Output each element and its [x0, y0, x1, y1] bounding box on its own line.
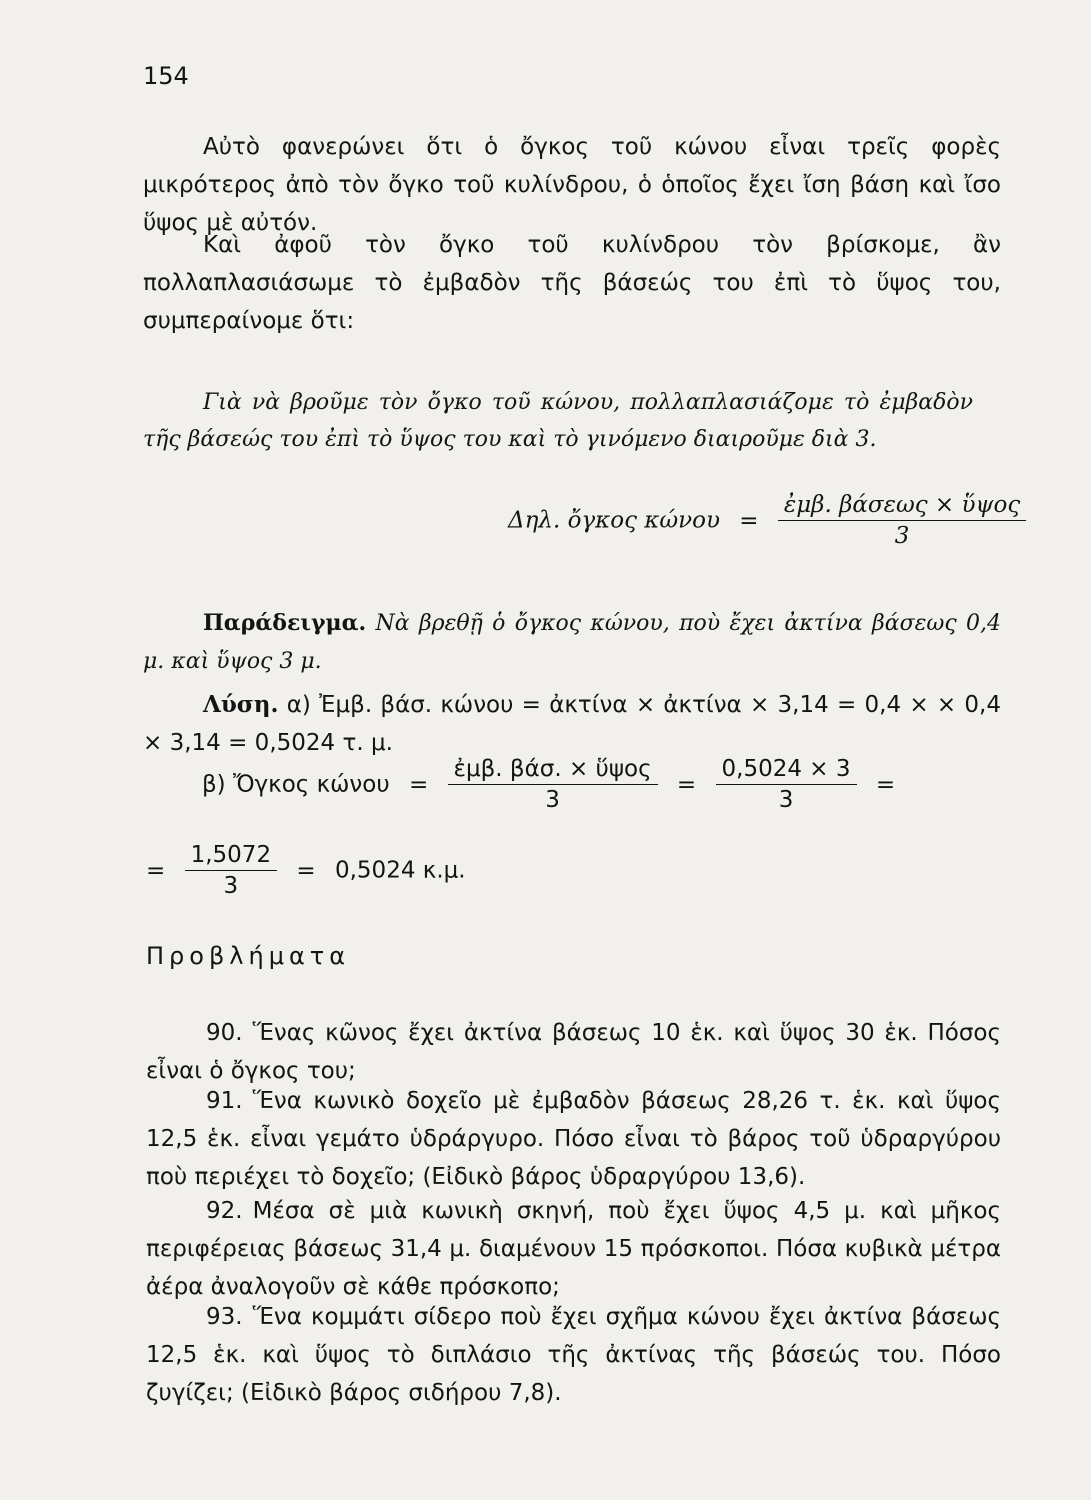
- fraction-product: [185, 842, 277, 899]
- equals-sign: =: [676, 771, 697, 798]
- formula-denominator: 3: [894, 523, 910, 549]
- equals-sign: =: [296, 857, 316, 884]
- solution-label: Λύση.: [203, 691, 279, 718]
- formula-label: Δηλ. ὄγκος κώνου: [508, 507, 720, 534]
- problem-item: [146, 1082, 1001, 1196]
- step-b-label: β) Ὄγκος κώνου: [202, 771, 390, 798]
- equals-sign: =: [408, 771, 429, 798]
- solution-step-b: [202, 756, 907, 813]
- fraction-denominator: 3: [778, 787, 794, 813]
- intro-paragraph-2: Καὶ ἀφοῦ τὸν ὄγκο τοῦ κυλίνδρου τὸν βρίσκομε, ἂν πολλαπλασιάσωμε τὸ ἐμβαδὸν τῆς βάσεώς του ἐπὶ τὸ ὕψος του, συμπεραίνομε ὅτι:: [143, 232, 1001, 334]
- example-paragraph: [143, 604, 1001, 681]
- rule-statement: Γιὰ νὰ βροῦμε τὸν ὄγκο τοῦ κώνου, πολλαπλασιάζομε τὸ ἐμβαδὸν τῆς βάσεώς του ἐπὶ τὸ ὕψος του καὶ τὸ γινόμενο διαιροῦμε διὰ 3.: [143, 390, 973, 452]
- step-a-text: α) Ἐμβ. βάσ. κώνου = ἀκτίνα × ἀκτίνα × 3,14 = 0,4 × × 0,4 × 3,14 = 0,5024 τ. μ.: [143, 692, 1001, 756]
- problem-number: 93.: [206, 1304, 243, 1330]
- fraction-numerator: ἐμβ. βάσ. × ὕψος: [448, 756, 658, 785]
- formula-numerator: ἐμβ. βάσεως × ὕψος: [778, 492, 1026, 521]
- solution-step-a: [143, 686, 1001, 762]
- fraction-area-height: [448, 756, 658, 813]
- result-value: 0,5024 κ.μ.: [334, 857, 466, 884]
- volume-formula: [508, 492, 1026, 549]
- problem-item: [146, 1192, 1001, 1306]
- problem-text: Ἕνα κομμάτι σίδερο ποὺ ἔχει σχῆμα κώνου ἔχει ἀκτίνα βάσεως 12,5 ἑκ. καὶ ὕψος τὸ διπλάσιο τῆς ἀκτίνας τῆς βάσεώς του. Πόσο ζυγίζει; (Εἰδικὸ βάρος σιδήρου 7,8).: [146, 1304, 1001, 1406]
- equals-sign: =: [875, 771, 896, 798]
- fraction-numerator: 1,5072: [185, 842, 277, 871]
- problem-number: 90.: [206, 1020, 243, 1046]
- problem-text: Ἕνας κῶνος ἔχει ἀκτίνα βάσεως 10 ἑκ. καὶ ὕψος 30 ἑκ. Πόσος εἶναι ὁ ὄγκος του;: [146, 1020, 1001, 1084]
- formula-equals: =: [739, 507, 759, 534]
- problem-text: Μέσα σὲ μιὰ κωνικὴ σκηνή, ποὺ ἔχει ὕψος 4,5 μ. καὶ μῆκος περιφέρειας βάσεως 31,4 μ. διαμένουν 15 πρόσκοποι. Πόσα κυβικὰ μέτρα ἀέρα ἀναλογοῦν σὲ κάθε πρόσκοπο;: [146, 1198, 1001, 1300]
- fraction-denominator: 3: [545, 787, 560, 813]
- problem-number: 91.: [206, 1088, 243, 1114]
- fraction-denominator: 3: [223, 873, 239, 899]
- formula-fraction: [778, 492, 1026, 549]
- fraction-numerator: 0,5024 × 3: [716, 756, 857, 785]
- problem-number: 92.: [206, 1198, 243, 1224]
- problem-item: [146, 1298, 1001, 1412]
- fraction-substituted: [716, 756, 857, 813]
- equals-sign: =: [146, 857, 166, 884]
- problem-text: Ἕνα κωνικὸ δοχεῖο μὲ ἐμβαδὸν βάσεως 28,26 τ. ἑκ. καὶ ὕψος 12,5 ἑκ. εἶναι γεμάτο ὑδράργυρο. Πόσο εἶναι τὸ βάρος τοῦ ὑδραργύρου ποὺ περιέχει τὸ δοχεῖο; (Εἰδικὸ βάρος ὑδραργύρου 13,6).: [146, 1088, 1001, 1190]
- example-title: Παράδειγμα.: [203, 610, 367, 636]
- example-text: Νὰ βρεθῇ ὁ ὄγκος κώνου, ποὺ ἔχει ἀκτίνα βάσεως 0,4 μ. καὶ ὕψος 3 μ.: [143, 611, 1001, 674]
- intro-paragraph-1: Αὐτὸ φανερώνει ὅτι ὁ ὄγκος τοῦ κώνου εἶναι τρεῖς φορὲς μικρότερος ἀπὸ τὸν ὄγκο τοῦ κυλίνδρου, ὁ ὁποῖος ἔχει ἴση βάση καὶ ἴσο ὕψος μὲ αὐτόν.: [143, 134, 1001, 236]
- problem-item: [146, 1014, 1001, 1090]
- solution-result: [146, 842, 466, 899]
- page-number: 154: [143, 62, 189, 90]
- problems-heading: Προβλήματα: [146, 942, 351, 970]
